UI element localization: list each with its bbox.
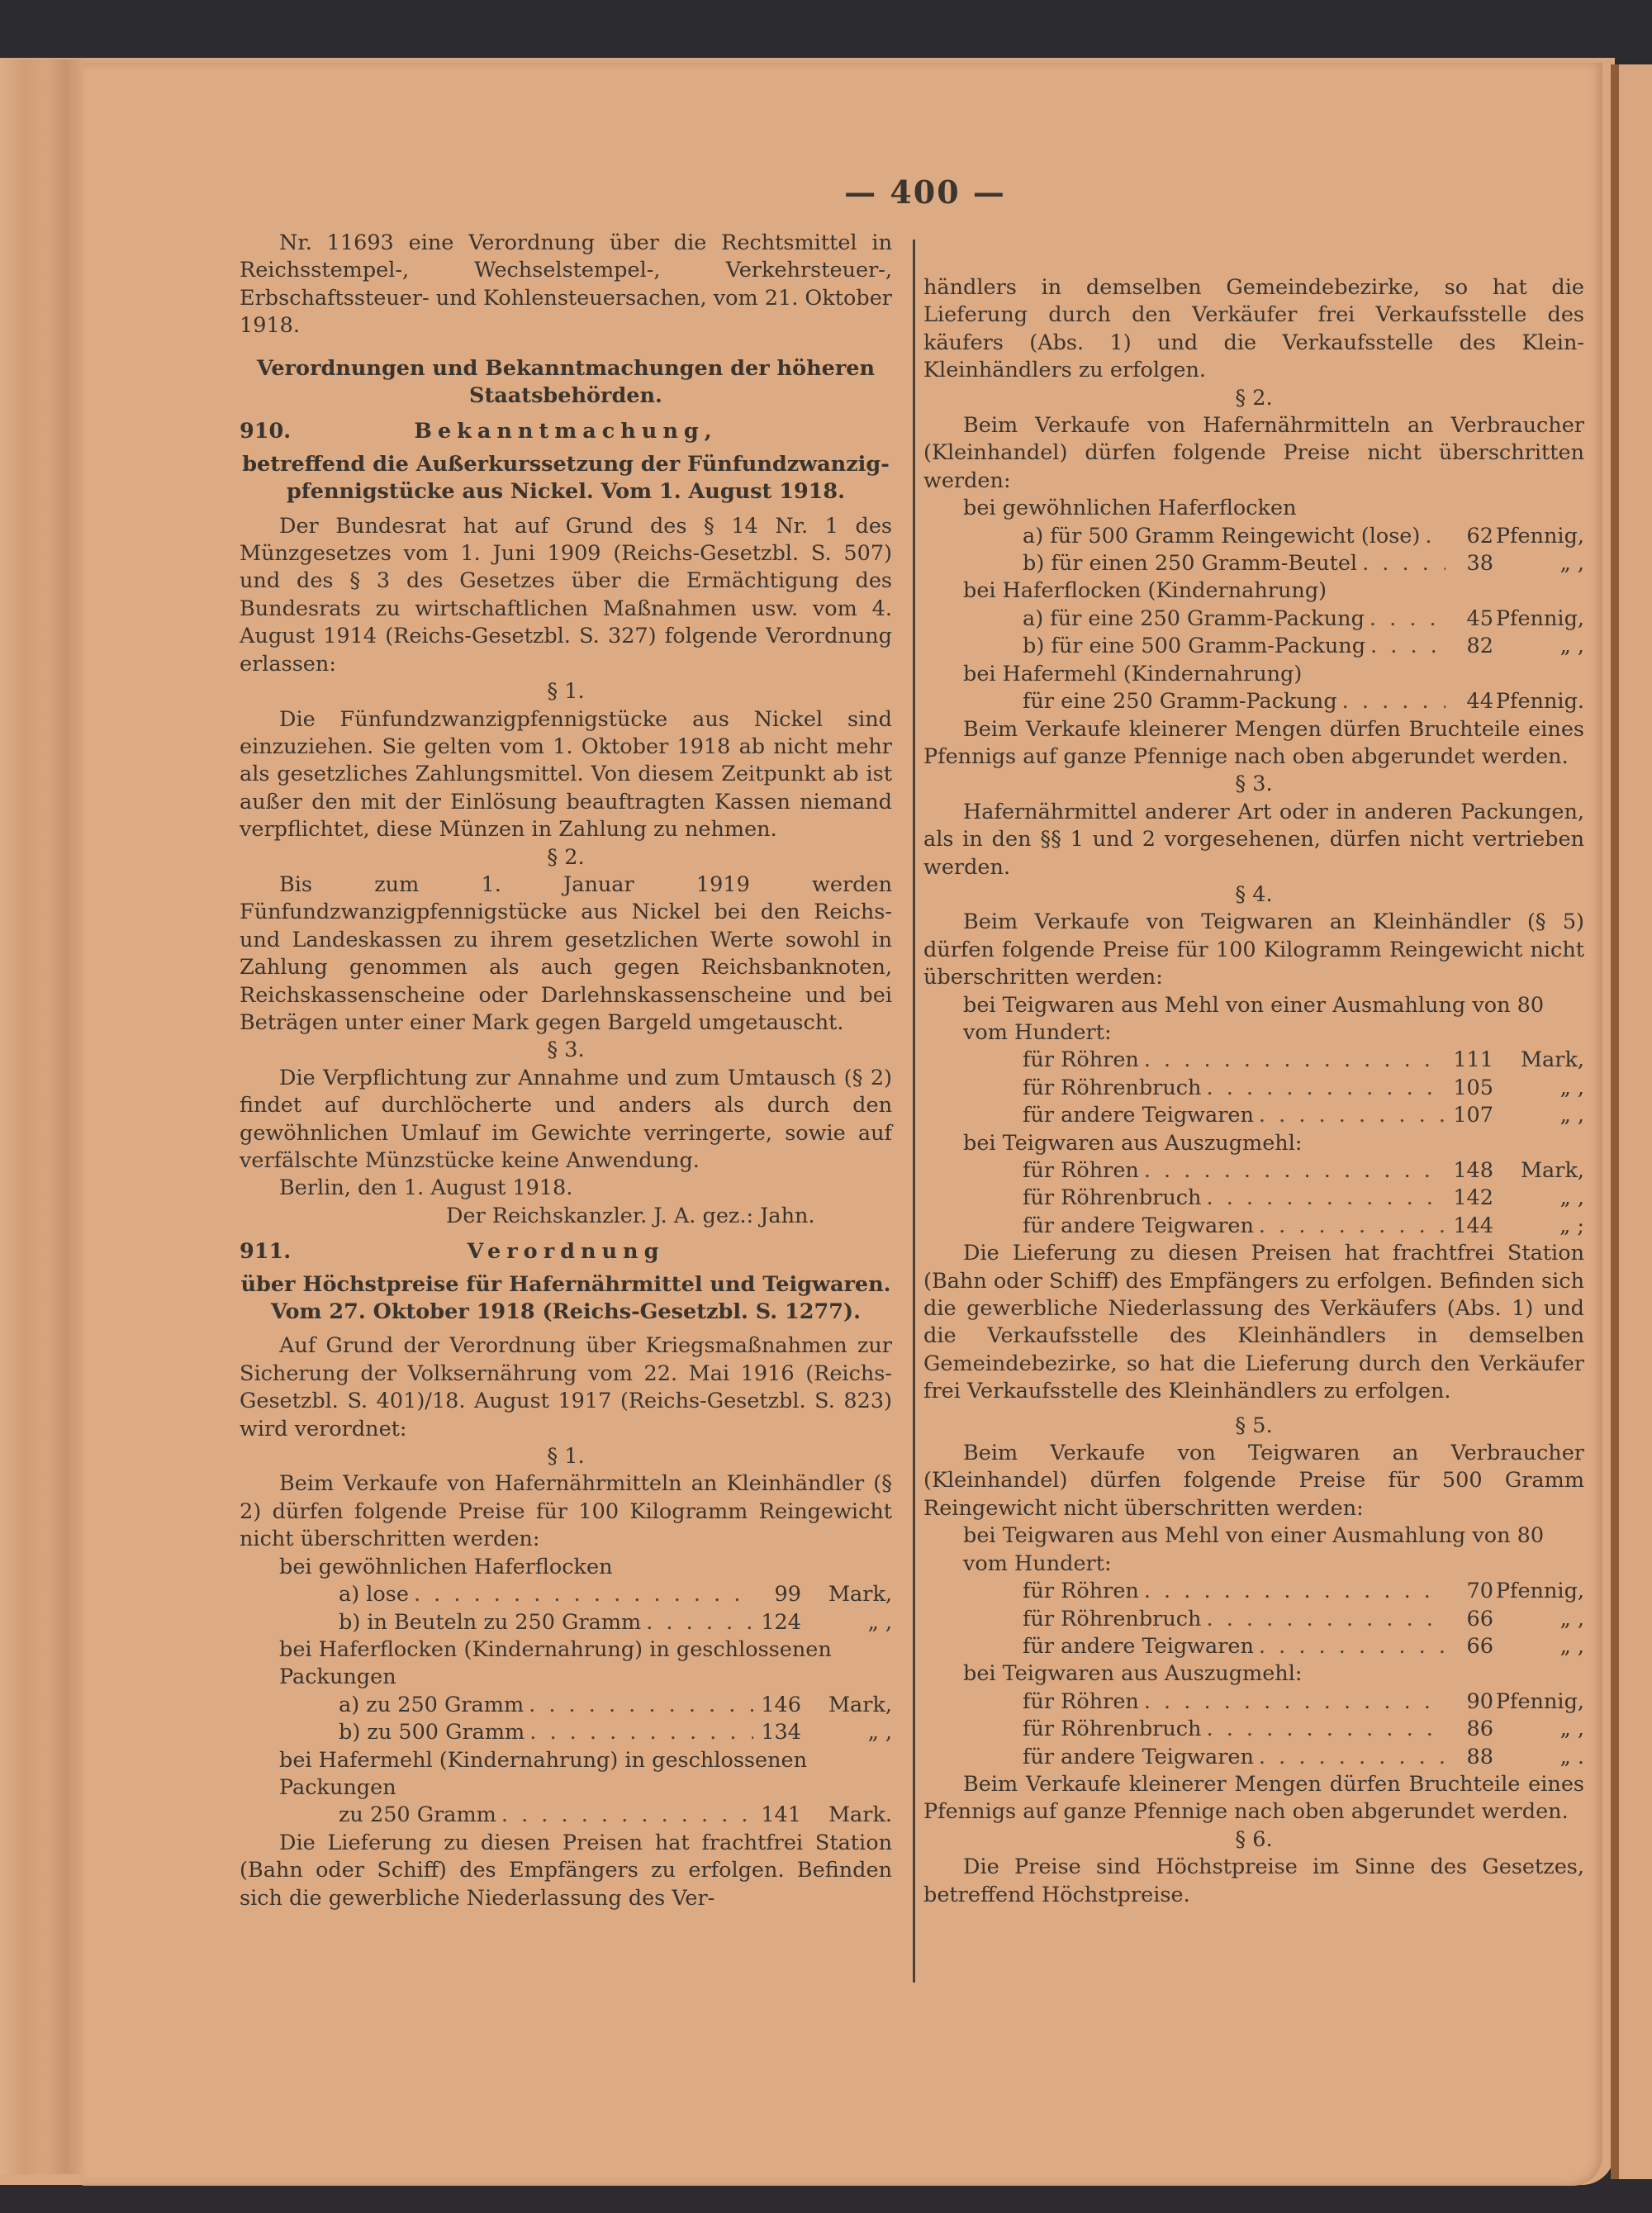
price-item-label: b) für einen 250 Gramm-Beutel [1023, 551, 1358, 577]
price-item-label: für Röhrenbruch [1023, 1185, 1202, 1211]
notice-910-heading [240, 418, 892, 445]
paragraph-text: Hafernährmittel anderer Art oder in anderen Packungen, als in den §§ 1 und 2 vorgesehenen, dürfen nicht vertrieben werden. [923, 799, 1584, 880]
price-row [923, 688, 1584, 715]
paragraph-heading: § 1. [547, 679, 585, 705]
price-row [240, 1609, 892, 1636]
paragraph-text: Bis zum 1. Januar 1919 werden Fünfundzwanzigpfennigstücke aus Nickel bei den Reichs- und Landeskassen zu ihrem gesetzlichen Werte sowohl in Zahlung genommen als auch gegen Reichsbanknoten, Reichskassenscheine oder Darlehnskassenscheine und bei Beträgen unter einer Mark gegen Bargeld umgetauscht. [240, 871, 892, 1035]
price-list [923, 1522, 1584, 1771]
notice-911-heading [240, 1238, 892, 1266]
price-unit: Pfennig. [1495, 689, 1584, 715]
dot-leader [524, 1692, 753, 1719]
price-value: 141 [761, 1802, 801, 1828]
place-date: Berlin, den 1. August 1918. [279, 1175, 573, 1201]
price-unit: Pfennig, [1495, 605, 1584, 631]
dot-leader [1365, 605, 1446, 633]
price-unit: „ , [867, 1609, 892, 1635]
preamble: Auf Grund der Verordnung über Kriegsmaßnahmen zur Sicherung der Volksernährung vom 22. Mai 1916 (Reichs-Gesetzbl. S. 401)/18. August 1917 (Reichs-Gesetzbl. S. 823) wird verordnet: [240, 1333, 892, 1441]
notice-subtitle: pfennigstücke aus Nickel. Vom 1. August 1918. [286, 479, 846, 505]
paragraph-heading: § 3. [1235, 772, 1273, 797]
price-row [923, 1075, 1584, 1102]
price-item-label: a) für 500 Gramm Reingewicht (lose) [1023, 523, 1421, 549]
dot-leader [1357, 550, 1446, 577]
price-value: 105 [1453, 1075, 1493, 1100]
price-item-label: zu 250 Gramm [339, 1802, 496, 1828]
price-row [923, 605, 1584, 633]
price-group-label: bei Hafermehl (Kindernahrung) in geschlossenen Packungen [279, 1747, 808, 1800]
price-row [923, 523, 1584, 550]
page-number: — 400 — [844, 173, 1006, 211]
price-row [923, 1633, 1584, 1660]
paragraph-heading: § 2. [1235, 385, 1273, 411]
price-row [240, 1581, 892, 1608]
price-list [923, 495, 1584, 715]
paragraph-heading: § 1. [547, 1444, 585, 1470]
price-unit: „ ; [1559, 1213, 1584, 1238]
price-row [923, 1716, 1584, 1743]
price-item-label: a) lose [339, 1582, 409, 1608]
dot-leader [1337, 688, 1446, 715]
dot-leader [641, 1609, 753, 1636]
paragraph-text: Beim Verkaufe von Teigwaren an Verbraucher (Kleinhandel) dürfen folgende Preise für 500 Gramm Reingewicht nicht überschritten werden: [923, 1441, 1584, 1521]
dot-leader [1420, 523, 1446, 550]
price-unit: „ , [1559, 634, 1584, 659]
section-heading: Verordnungen und Bekanntmachungen der höheren Staatsbehörden. [256, 355, 876, 409]
price-unit: Mark, [1520, 1158, 1584, 1183]
price-item-label: a) für eine 250 Gramm-Packung [1023, 605, 1365, 631]
price-row [923, 550, 1584, 577]
page-gap-shadow [1611, 64, 1619, 2179]
price-unit: Mark, [828, 1582, 892, 1608]
price-unit: „ , [1559, 1717, 1584, 1742]
right-column [923, 274, 1584, 1909]
price-group-label: bei Haferflocken (Kindernahrung) in geschlossenen Packungen [279, 1636, 832, 1690]
rounding-note: Beim Verkaufe kleinerer Mengen dürfen Bruchteile eines Pfennigs auf ganze Pfennige nach oben abgerundet werden. [923, 716, 1584, 769]
price-value: 66 [1466, 1606, 1493, 1631]
price-unit: „ , [1559, 1103, 1584, 1128]
price-value: 146 [761, 1692, 801, 1717]
price-row [923, 1102, 1584, 1129]
page-edges-left [0, 59, 83, 2174]
price-unit: „ . [1559, 1744, 1584, 1769]
price-value: 107 [1453, 1103, 1493, 1128]
price-value: 44 [1466, 689, 1493, 715]
price-unit: „ , [1559, 1606, 1584, 1631]
price-value: 111 [1453, 1047, 1493, 1073]
dot-leader [409, 1581, 753, 1608]
paragraph-heading: § 3. [547, 1038, 585, 1063]
price-unit: Pfennig, [1495, 523, 1584, 549]
paragraph-text: Die Preise sind Höchstpreise im Sinne des Gesetzes, betreffend Höchstpreise. [923, 1854, 1584, 1907]
price-row [240, 1719, 892, 1746]
paragraph-text: Die Verpflichtung zur Annahme und zum Umtausch (§ 2) findet auf durchlöcherte und anders als durch den gewöhnlichen Umlauf im Gewichte verringerte, sowie auf verfälschte Münzstücke keine Anwendung. [240, 1065, 892, 1173]
price-unit: Mark, [1520, 1047, 1584, 1073]
preamble: Der Bundesrat hat auf Grund des § 14 Nr. 1 des Münzgesetzes vom 1. Juni 1909 (Reichs-Gesetzbl. S. 507) und des § 3 des Gesetzes über die Ermächtigung des Bundesrats zu wirtschaftlichen Maßnahmen usw. vom 4. August 1914 (Reichs-Gesetzbl. S. 327) folgende Verordnung erlassen: [240, 513, 892, 677]
price-row [923, 1213, 1584, 1240]
price-item-label: für Röhren [1023, 1047, 1139, 1073]
paragraph-heading: § 4. [1235, 881, 1273, 907]
price-group-label: bei gewöhnlichen Haferflocken [963, 496, 1297, 521]
price-row [923, 633, 1584, 660]
price-item-label: für andere Teigwaren [1023, 1103, 1254, 1128]
paragraph-text: Beim Verkaufe von Hafernährmitteln an Verbraucher (Kleinhandel) dürfen folgende Preise nicht überschritten werden: [923, 413, 1584, 493]
dot-leader [1139, 1047, 1446, 1074]
price-item-label: für Röhren [1023, 1688, 1139, 1714]
price-item-label: für Röhrenbruch [1023, 1606, 1202, 1631]
price-list [240, 1554, 892, 1830]
price-group-label: bei Haferflocken (Kindernahrung) [963, 578, 1327, 604]
price-group-label: bei Teigwaren aus Mehl von einer Ausmahlung von 80 vom Hundert: [963, 992, 1545, 1045]
paragraph-heading: § 6. [1235, 1826, 1273, 1852]
price-item-label: b) in Beuteln zu 250 Gramm [339, 1609, 642, 1635]
price-group-label: bei gewöhnlichen Haferflocken [279, 1554, 613, 1579]
paragraph-text: Beim Verkaufe von Hafernährmitteln an Kleinhändler (§ 2) dürfen folgende Preise für 100 Kilogramm Reingewicht nicht überschritten werden: [240, 1471, 892, 1552]
dot-leader [1254, 1633, 1446, 1660]
price-item-label: b) für eine 500 Gramm-Packung [1023, 634, 1366, 659]
price-value: 99 [774, 1582, 801, 1608]
price-row [923, 1578, 1584, 1605]
price-value: 86 [1466, 1717, 1493, 1742]
dot-leader [1201, 1606, 1446, 1633]
book-cover-top [0, 0, 1652, 59]
price-row [923, 1047, 1584, 1074]
dot-leader [1254, 1744, 1446, 1771]
price-item-label: für andere Teigwaren [1023, 1633, 1254, 1659]
price-row [923, 1688, 1584, 1716]
dot-leader [1139, 1578, 1446, 1605]
dot-leader [1139, 1157, 1446, 1185]
price-value: 144 [1453, 1213, 1493, 1238]
price-unit: Mark, [828, 1692, 892, 1717]
price-row [923, 1744, 1584, 1771]
dot-leader [496, 1802, 753, 1829]
signature: Der Reichskanzler. J. A. gez.: Jahn. [446, 1203, 815, 1228]
price-value: 134 [761, 1720, 801, 1745]
price-item-label: b) zu 500 Gramm [339, 1720, 525, 1745]
price-value: 62 [1466, 523, 1493, 549]
notice-subtitle: betreffend die Außerkurssetzung der Fünfundzwanzig- [242, 451, 890, 477]
price-list [923, 992, 1584, 1241]
price-item-label: für Röhrenbruch [1023, 1075, 1202, 1100]
price-item-label: für Röhrenbruch [1023, 1717, 1202, 1742]
dot-leader [1254, 1102, 1446, 1129]
price-value: 70 [1466, 1579, 1493, 1604]
notice-subtitle: über Höchstpreise für Hafernährmittel und Teigwaren. [240, 1271, 891, 1297]
dot-leader [1201, 1716, 1446, 1743]
price-item-label: für Röhren [1023, 1579, 1139, 1604]
intro-paragraph: Nr. 11693 eine Verordnung über die Rechtsmittel in Reichsstempel-, Wechselstempel-, Verkehrsteuer-, Erbschaftssteuer- und Kohlensteuersachen, vom 21. Oktober 1918. [240, 230, 892, 339]
price-value: 38 [1466, 551, 1493, 577]
price-item-label: für andere Teigwaren [1023, 1744, 1254, 1769]
left-column [240, 230, 892, 1912]
notice-number: 911. [240, 1239, 292, 1265]
price-item-label: a) zu 250 Gramm [339, 1692, 525, 1717]
paragraph-heading: § 5. [1235, 1413, 1273, 1438]
price-unit: „ , [1559, 1633, 1584, 1659]
price-row [923, 1606, 1584, 1633]
price-value: 90 [1466, 1688, 1493, 1714]
price-item-label: für Röhren [1023, 1158, 1139, 1183]
price-row [240, 1692, 892, 1719]
continuation-text: händlers in demselben Gemeindebezirke, so hat die Lieferung durch den Verkäufer frei Verkaufsstelle des käufers (Abs. 1) und die Verkaufsstelle des Klein-Kleinhändlers zu erfolgen. [923, 275, 1584, 383]
price-unit: „ , [1559, 551, 1584, 577]
price-unit: Pfennig, [1495, 1688, 1584, 1714]
price-item-label: für eine 250 Gramm-Packung [1023, 689, 1337, 715]
notice-title: Verordnung [467, 1239, 665, 1265]
price-value: 148 [1453, 1158, 1493, 1183]
price-value: 88 [1466, 1744, 1493, 1769]
paragraph-text: Die Fünfundzwanzigpfennigstücke aus Nickel sind einzuziehen. Sie gelten vom 1. Oktober 1918 ab nicht mehr als gesetzliches Zahlungsmittel. Von diesem Zeitpunkt ab ist außer den mit der Einlösung beauftragten Kassen niemand verpflichtet, diese Münzen in Zahlung zu nehmen. [240, 706, 892, 843]
price-row [240, 1802, 892, 1829]
notice-subtitle: Vom 27. Oktober 1918 (Reichs-Gesetzbl. S. 1277). [271, 1299, 861, 1325]
price-unit: „ , [867, 1720, 892, 1745]
price-group-label: bei Teigwaren aus Auszugmehl: [963, 1130, 1303, 1156]
price-unit: Pfennig, [1495, 1579, 1584, 1604]
price-value: 45 [1466, 605, 1493, 631]
price-row [923, 1185, 1584, 1212]
column-divider [913, 240, 915, 1983]
paragraph-heading: § 2. [547, 844, 585, 870]
price-value: 142 [1453, 1185, 1493, 1211]
delivery-text: Die Lieferung zu diesen Preisen hat frachtfrei Station (Bahn oder Schiff) des Empfängers zu erfolgen. Befinden sich die gewerbliche Niederlassung des Verkäufers (Abs. 1) und die Verkaufsstelle des Kleinhändlers in demselben Gemeindebezirke, so hat die Lieferung durch den Verkäufer frei Verkaufsstelle des Kleinhändlers zu erfolgen. [923, 1241, 1584, 1404]
notice-title: Bekanntmachung, [414, 419, 718, 444]
notice-number: 910. [240, 419, 292, 444]
dot-leader [1139, 1688, 1446, 1716]
price-group-label: bei Hafermehl (Kindernahrung) [963, 661, 1303, 686]
price-row [923, 1157, 1584, 1185]
dot-leader [1254, 1213, 1446, 1240]
rounding-note: Beim Verkaufe kleinerer Mengen dürfen Bruchteile eines Pfennigs auf ganze Pfennige nach oben abgerundet werden. [923, 1771, 1584, 1825]
price-unit: „ , [1559, 1075, 1584, 1100]
price-group-label: bei Teigwaren aus Mehl von einer Ausmahlung von 80 vom Hundert: [963, 1523, 1545, 1576]
price-unit: Mark. [828, 1802, 892, 1828]
paragraph-text: Beim Verkaufe von Teigwaren an Kleinhändler (§ 5) dürfen folgende Preise für 100 Kilogramm Reingewicht nicht überschritten werden: [923, 909, 1584, 990]
dot-leader [1201, 1185, 1446, 1212]
delivery-text: Die Lieferung zu diesen Preisen hat frachtfrei Station (Bahn oder Schiff) des Empfängers zu erfolgen. Befinden sich die gewerbliche Niederlassung des Ver- [240, 1830, 892, 1911]
dot-leader [1365, 633, 1446, 660]
price-value: 66 [1466, 1633, 1493, 1659]
price-unit: „ , [1559, 1185, 1584, 1211]
dot-leader [525, 1719, 753, 1746]
price-item-label: für andere Teigwaren [1023, 1213, 1254, 1238]
dot-leader [1201, 1075, 1446, 1102]
price-value: 82 [1466, 634, 1493, 659]
price-value: 124 [761, 1609, 801, 1635]
price-group-label: bei Teigwaren aus Auszugmehl: [963, 1661, 1303, 1687]
